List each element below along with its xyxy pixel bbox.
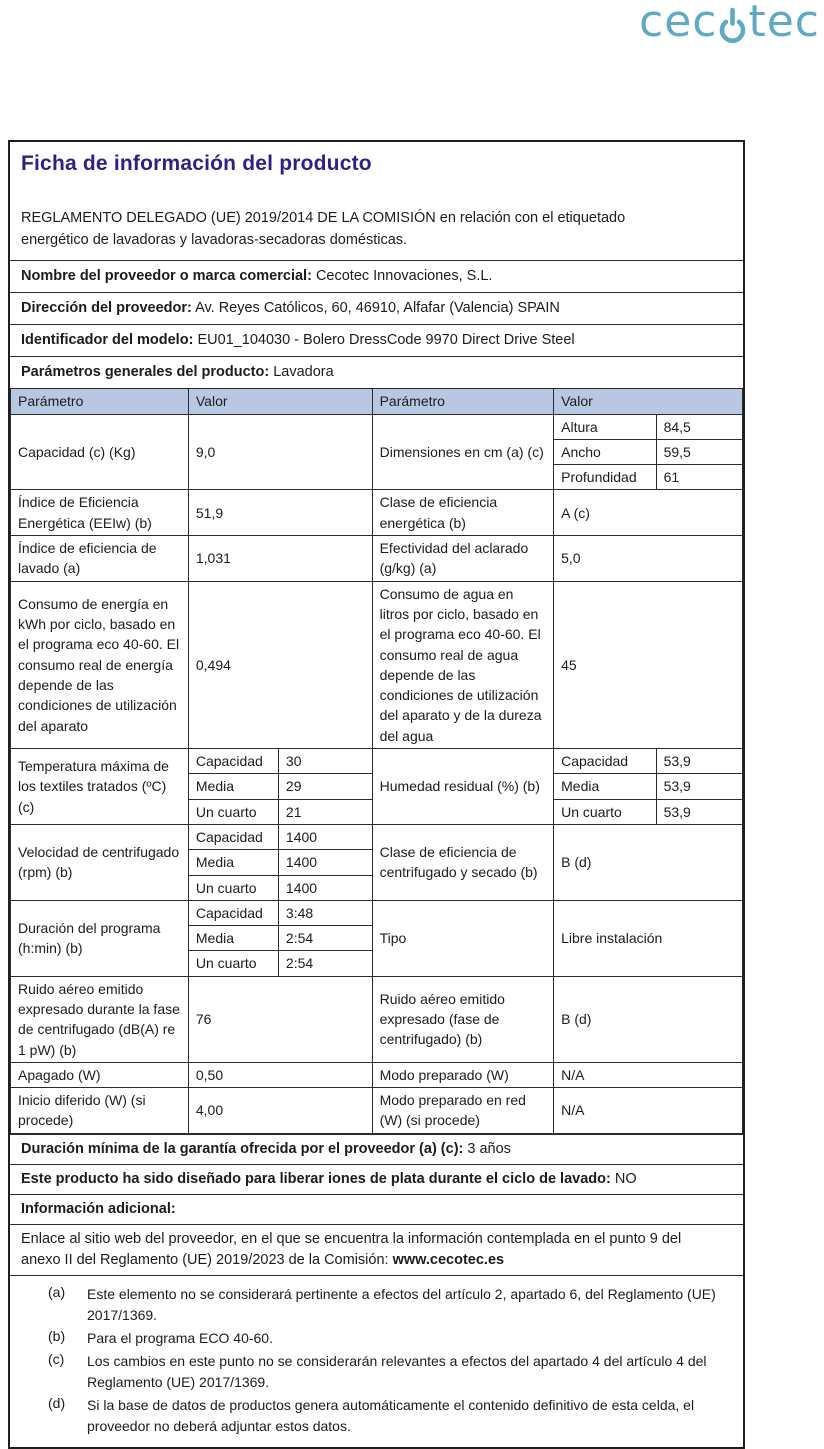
sub-label: Profundidad [554, 465, 656, 490]
sub-value: 2:54 [278, 951, 372, 976]
supplier-row [10, 260, 743, 292]
model-row [10, 324, 743, 356]
general-params-row [10, 356, 743, 388]
param-label: Modo preparado (W) [372, 1062, 554, 1087]
param-label: Índice de Eficiencia Energética (EEIw) (b) [11, 490, 189, 536]
sub-value: 21 [278, 799, 372, 824]
param-label: Apagado (W) [11, 1062, 189, 1087]
param-value: B (d) [554, 976, 743, 1062]
sub-label: Media [554, 774, 656, 799]
footnote-b [48, 1328, 731, 1349]
silver-ions-label: Este producto ha sido diseñado para liberar iones de plata durante el ciclo de lavado: [21, 1170, 611, 1187]
sub-value: 29 [278, 774, 372, 799]
supplier-label: Nombre del proveedor o marca comercial: [21, 267, 312, 284]
address-row [10, 292, 743, 324]
sub-label: Un cuarto [188, 875, 278, 900]
param-value: 45 [554, 581, 743, 748]
warranty-row [10, 1134, 743, 1164]
general-params-label: Parámetros generales del producto: [21, 363, 270, 380]
param-label: Consumo de agua en litros por ciclo, basado en el programa eco 40-60. El consumo real de agua depende de las condiciones de utilización del aparato y de la dureza del agua [372, 581, 554, 748]
param-label: Clase de eficiencia de centrifugado y secado (b) [372, 824, 554, 900]
logo-text-left: cec [639, 0, 718, 47]
param-label: Clase de eficiencia energética (b) [372, 490, 554, 536]
param-label: Temperatura máxima de los textiles tratados (ºC) (c) [11, 749, 189, 825]
footnote-text: Los cambios en este punto no se considerarán relevantes a efectos del apartado 4 del artículo 4 del Reglamento (UE) 2017/1369. [87, 1352, 707, 1390]
table-header-row [11, 388, 743, 414]
table-row [11, 490, 743, 536]
table-row [11, 414, 743, 439]
product-fiche [8, 140, 745, 1449]
column-header: Parámetro [372, 388, 554, 414]
param-label: Tipo [372, 900, 554, 976]
regulation-text: REGLAMENTO DELEGADO (UE) 2019/2014 DE LA COMISIÓN en relación con el etiquetado energético de lavadoras y lavadoras-secadoras domésticas. [21, 210, 626, 248]
sub-label: Altura [554, 414, 656, 439]
model-value: EU01_104030 - Bolero DressCode 9970 Direct Drive Steel [197, 331, 575, 348]
table-row [11, 976, 743, 1062]
supplier-link-text: Enlace al sitio web del proveedor, en el que se encuentra la información contemplada en el punto 9 del anexo II del Reglamento (UE) 2019/2023 de la Comisión: [21, 1230, 682, 1268]
supplier-link-row [10, 1224, 743, 1275]
footnotes-section [10, 1275, 743, 1447]
table-row [11, 1088, 743, 1134]
sub-value: 61 [656, 465, 742, 490]
sub-label: Capacidad [188, 900, 278, 925]
sub-label: Capacidad [554, 749, 656, 774]
column-header: Parámetro [11, 388, 189, 414]
warranty-value: 3 años [467, 1140, 511, 1157]
cecotec-logo [639, 0, 820, 47]
param-value: Libre instalación [554, 900, 743, 976]
param-value: 4,00 [188, 1088, 372, 1134]
sub-value: 2:54 [278, 926, 372, 951]
column-header: Valor [554, 388, 743, 414]
sub-label: Un cuarto [554, 799, 656, 824]
param-value: 0,50 [188, 1062, 372, 1087]
sub-value: 1400 [278, 824, 372, 849]
sub-label: Ancho [554, 439, 656, 464]
address-label: Dirección del proveedor: [21, 299, 192, 316]
additional-info-row [10, 1194, 743, 1224]
address-value: Av. Reyes Católicos, 60, 46910, Alfafar (Valencia) SPAIN [195, 299, 560, 316]
param-value: N/A [554, 1062, 743, 1087]
param-value: A (c) [554, 490, 743, 536]
table-row [11, 581, 743, 748]
sub-label: Capacidad [188, 749, 278, 774]
warranty-label: Duración mínima de la garantía ofrecida por el proveedor (a) (c): [21, 1140, 464, 1157]
param-value: 5,0 [554, 536, 743, 582]
footnote-c [48, 1351, 731, 1393]
sub-value: 53,9 [656, 799, 742, 824]
sub-label: Media [188, 926, 278, 951]
footnote-key: (a) [48, 1283, 66, 1300]
parameters-table [10, 388, 743, 1134]
footnote-d [48, 1395, 731, 1437]
sub-label: Capacidad [188, 824, 278, 849]
param-label: Consumo de energía en kWh por ciclo, basado en el programa eco 40-60. El consumo real de energía depende de las condiciones de utilización del aparato [11, 581, 189, 748]
logo-text-right: tec [748, 0, 820, 47]
table-row [11, 900, 743, 925]
sub-value: 53,9 [656, 774, 742, 799]
param-value: 9,0 [188, 414, 372, 490]
sub-value: 84,5 [656, 414, 742, 439]
footnote-key: (c) [48, 1350, 65, 1367]
table-row [11, 536, 743, 582]
param-label: Ruido aéreo emitido expresado (fase de centrifugado) (b) [372, 976, 554, 1062]
param-label: Ruido aéreo emitido expresado durante la fase de centrifugado (dB(A) re 1 pW) (b) [11, 976, 189, 1062]
sub-value: 53,9 [656, 749, 742, 774]
param-value: 51,9 [188, 490, 372, 536]
table-row [11, 1062, 743, 1087]
sub-value: 1400 [278, 850, 372, 875]
sub-label: Un cuarto [188, 799, 278, 824]
param-label: Dimensiones en cm (a) (c) [372, 414, 554, 490]
sub-label: Media [188, 850, 278, 875]
sub-label: Un cuarto [188, 951, 278, 976]
sub-value: 30 [278, 749, 372, 774]
param-label: Efectividad del aclarado (g/kg) (a) [372, 536, 554, 582]
footnote-text: Si la base de datos de productos genera automáticamente el contenido definitivo de esta celda, el proveedor no deberá adjuntar estos datos. [87, 1396, 695, 1434]
title-section [10, 142, 743, 260]
sub-value: 59,5 [656, 439, 742, 464]
footnote-key: (d) [48, 1394, 66, 1411]
sub-label: Media [188, 774, 278, 799]
param-label: Modo preparado en red (W) (si procede) [372, 1088, 554, 1134]
silver-ions-value: NO [614, 1170, 637, 1187]
page-title: Ficha de información del producto [21, 152, 372, 175]
param-label: Humedad residual (%) (b) [372, 749, 554, 825]
param-label: Índice de eficiencia de lavado (a) [11, 536, 189, 582]
param-label: Duración del programa (h:min) (b) [11, 900, 189, 976]
supplier-value: Cecotec Innovaciones, S.L. [315, 267, 493, 284]
param-label: Inicio diferido (W) (si procede) [11, 1088, 189, 1134]
column-header: Valor [188, 388, 372, 414]
param-value: B (d) [554, 824, 743, 900]
footnote-a [48, 1284, 731, 1326]
param-label: Capacidad (c) (Kg) [11, 414, 189, 490]
sub-value: 3:48 [278, 900, 372, 925]
param-label: Velocidad de centrifugado (rpm) (b) [11, 824, 189, 900]
param-value: 1,031 [188, 536, 372, 582]
additional-info-label: Información adicional: [21, 1200, 176, 1217]
model-label: Identificador del modelo: [21, 331, 194, 348]
power-icon [719, 7, 746, 44]
table-row [11, 824, 743, 849]
supplier-website-link[interactable]: www.cecotec.es [392, 1251, 505, 1268]
footnote-text: Este elemento no se considerará pertinente a efectos del artículo 2, apartado 6, del Reglamento (UE) 2017/1369. [87, 1285, 716, 1323]
param-value: N/A [554, 1088, 743, 1134]
footnote-text: Para el programa ECO 40-60. [87, 1329, 273, 1346]
table-row [11, 749, 743, 774]
silver-ions-row [10, 1164, 743, 1194]
param-value: 0,494 [188, 581, 372, 748]
general-params-value: Lavadora [273, 363, 334, 380]
sub-value: 1400 [278, 875, 372, 900]
footnote-key: (b) [48, 1327, 66, 1344]
param-value: 76 [188, 976, 372, 1062]
